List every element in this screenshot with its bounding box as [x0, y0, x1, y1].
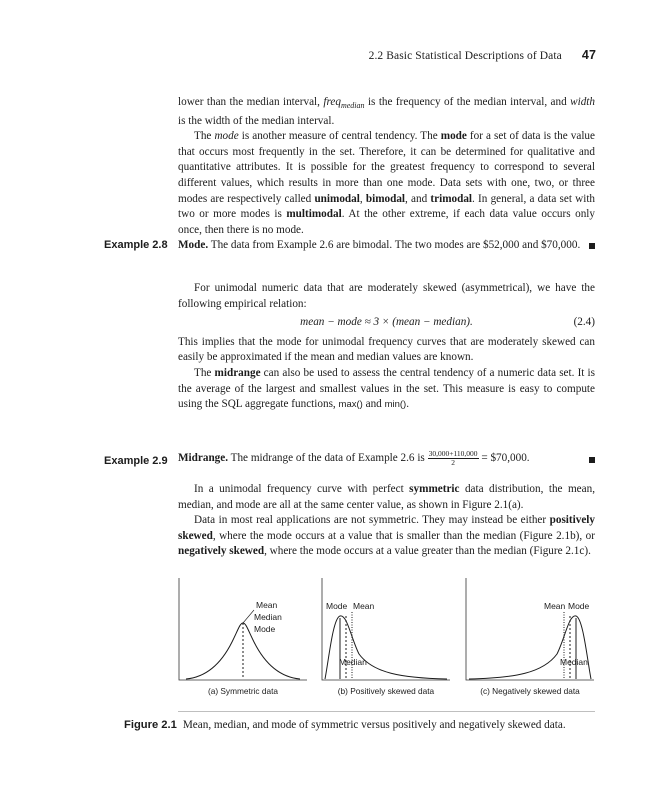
- text: Data in most real applications are not symmetric. They may instead be either: [194, 514, 550, 527]
- bimodal-term: bimodal: [365, 192, 406, 205]
- section-title: 2.2 Basic Statistical Descriptions of Data: [368, 50, 562, 62]
- figure-2-1: [178, 578, 595, 702]
- text: ,: [359, 192, 366, 205]
- paragraph-1: [178, 95, 595, 238]
- end-of-example-mark: [589, 243, 595, 249]
- midrange-fraction: [428, 450, 479, 467]
- positive-skew-curve: [325, 616, 447, 679]
- end-of-example-mark: [589, 457, 595, 463]
- text: The: [194, 130, 215, 143]
- example-2-8-label: Example 2.8: [104, 239, 168, 251]
- text: . In general, a data set with two or more modes is: [178, 192, 596, 221]
- equation-text: mean − mode ≈ 3 × (mean − median).: [300, 316, 473, 329]
- example-2-8: [178, 238, 595, 254]
- equation-2-4: [178, 315, 595, 331]
- equation-number: (2.4): [573, 316, 595, 329]
- page-number: 47: [581, 48, 596, 62]
- fraction-denominator: 2: [451, 458, 455, 467]
- text: is another measure of central tendency. The: [238, 130, 441, 143]
- symmetric-curve-plot: [178, 578, 308, 681]
- text: For unimodal numeric data that are moderately skewed (asymmetrical), we have the following empirical relation:: [178, 282, 595, 310]
- text: In a unimodal frequency curve with perfect: [194, 483, 410, 495]
- mode-label: Mode: [254, 624, 276, 634]
- mode-term-italic: mode: [214, 130, 239, 143]
- figure-label: Figure 2.1: [124, 719, 177, 731]
- mean-label: Mean: [353, 601, 375, 611]
- panel-a-label: (a) Symmetric data: [207, 686, 279, 696]
- paragraph-6: [178, 482, 595, 560]
- panel-negatively-skewed: [465, 578, 595, 696]
- text: , where the mode occurs at a value greater than the median (Figure 2.1c).: [264, 545, 591, 558]
- mode-term-bold: mode: [440, 130, 467, 143]
- negative-skew-plot: [465, 578, 595, 681]
- mode-label: Mode: [326, 601, 348, 611]
- median-label: Median: [560, 657, 588, 667]
- negatively-skewed-term: negatively skewed: [178, 545, 265, 558]
- min-function: min(): [384, 399, 407, 411]
- mean-label: Mean: [544, 601, 566, 611]
- negative-skew-curve: [469, 616, 591, 679]
- max-function: max(): [338, 399, 363, 411]
- text: , where the mode occurs at a value that is smaller than the median (Figure 2.1b), or: [212, 529, 595, 542]
- median-label: Median: [339, 657, 367, 667]
- width-term: width: [570, 96, 595, 108]
- fraction-numerator: 30,000+110,000: [428, 449, 478, 458]
- panel-b-label: (b) Positively skewed data: [337, 686, 435, 696]
- example-text: The data from Example 2.6 are bimodal. The two modes are $52,000 and $70,000.: [208, 239, 581, 251]
- text: The: [194, 366, 215, 379]
- positive-skew-plot: [321, 578, 451, 681]
- text: for a set of data is the value that occurs most frequently in the set. Therefore, it can be determined for qualitative and quantitative attributes. It is possible for the greatest frequency to correspond to several different values, which results in more than one mode. Data sets with one, two, or three modes are respectively called: [178, 130, 595, 205]
- paragraph-7: [178, 513, 595, 560]
- paragraph-2: [178, 129, 595, 238]
- caption-text: Mean, median, and mode of symmetric versus positively and negatively skewed data.: [182, 719, 566, 731]
- midrange-term: midrange: [214, 366, 261, 379]
- example-2-9: [178, 450, 595, 467]
- example-text: = $70,000.: [478, 452, 530, 465]
- example-text: The midrange of the data of Example 2.6 is: [228, 452, 428, 465]
- running-head: [369, 48, 596, 62]
- panel-positively-skewed: [321, 578, 451, 696]
- example-title: Midrange.: [178, 452, 229, 465]
- text: can also be used to assess the central tendency of a numeric data set. It is the average of the largest and smallest values in the set. This measure is easy to compute using the SQL aggregate functions,: [178, 366, 595, 411]
- example-2-9-label: Example 2.9: [104, 455, 168, 467]
- freq-term: freq: [323, 96, 341, 108]
- paragraph-5: [178, 366, 595, 413]
- text: , and: [405, 192, 431, 205]
- text: .: [406, 398, 409, 411]
- label-leader: [243, 610, 254, 623]
- multimodal-term: multimodal: [286, 208, 342, 221]
- text: . At the other extreme, if each data value occurs only once, then there is no mode.: [178, 208, 595, 236]
- example-title: Mode.: [178, 239, 209, 251]
- figure-caption: [124, 719, 566, 731]
- paragraph-3: [178, 281, 595, 413]
- text: data distribution, the mean, median, and mode are all at the same center value, as shown in Figure 2.1(a).: [178, 483, 595, 511]
- paragraph-4: This implies that the mode for unimodal frequency curves that are moderately skewed can easily be approximated if the mean and median values are known.: [178, 335, 595, 364]
- text: and: [362, 398, 385, 411]
- text: is the width of the median interval.: [178, 114, 335, 127]
- positively-skewed-term: positively skewed: [178, 514, 595, 542]
- text: lower than the median interval,: [178, 96, 324, 108]
- text: is the frequency of the median interval, and: [364, 96, 571, 108]
- symmetric-term: symmetric: [409, 483, 460, 495]
- mean-label: Mean: [256, 600, 278, 610]
- panel-c-label: (c) Negatively skewed data: [480, 686, 580, 696]
- freq-subscript: median: [340, 101, 365, 110]
- caption-rule: [178, 711, 595, 712]
- panel-symmetric: [178, 578, 308, 696]
- median-label: Median: [254, 612, 282, 622]
- unimodal-term: unimodal: [314, 192, 360, 205]
- mode-label: Mode: [568, 601, 590, 611]
- trimodal-term: trimodal: [430, 192, 473, 205]
